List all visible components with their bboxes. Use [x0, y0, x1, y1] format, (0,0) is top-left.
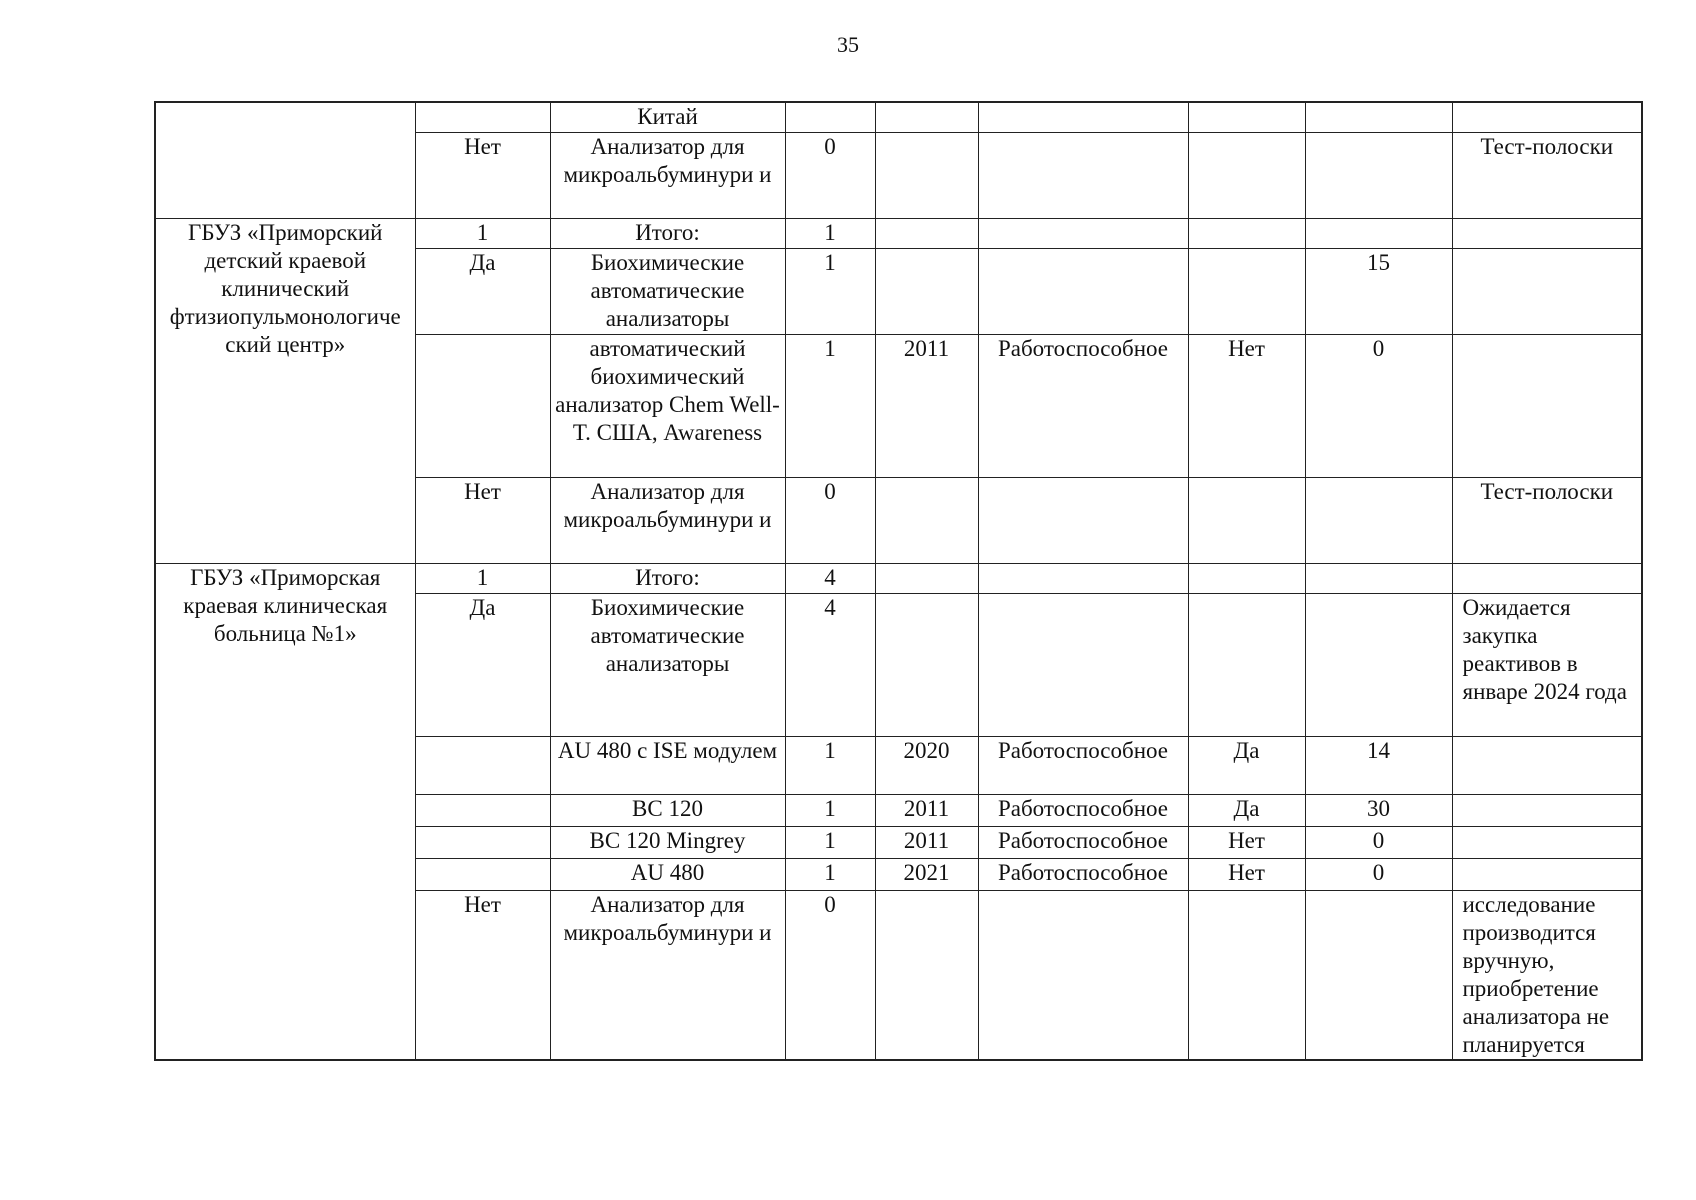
availability-cell	[415, 334, 550, 477]
quantity-cell: 0	[785, 890, 875, 1060]
table-row	[155, 218, 1642, 248]
availability-cell: Нет	[415, 477, 550, 563]
quantity-cell: 4	[785, 593, 875, 736]
usage-cell	[1188, 102, 1305, 132]
note-cell: Тест-полоски	[1452, 132, 1642, 218]
note-cell	[1452, 858, 1642, 890]
quantity-cell: 1	[785, 334, 875, 477]
count-cell: 0	[1305, 858, 1452, 890]
availability-cell	[415, 102, 550, 132]
count-cell: 0	[1305, 826, 1452, 858]
year-cell: 2011	[875, 826, 978, 858]
note-cell	[1452, 563, 1642, 593]
org-name-cell: ГБУЗ «Приморская краевая клиническая больница №1»	[155, 563, 415, 1060]
quantity-cell: 1	[785, 218, 875, 248]
usage-cell	[1188, 593, 1305, 736]
condition-cell	[978, 593, 1188, 736]
year-cell	[875, 563, 978, 593]
page-number: 35	[837, 32, 859, 57]
quantity-cell: 1	[785, 736, 875, 794]
equipment-name-cell: AU 480 с ISE модулем	[550, 736, 785, 794]
usage-cell: Нет	[1188, 858, 1305, 890]
count-cell	[1305, 102, 1452, 132]
equipment-name-cell: Биохимические автоматические анализаторы	[550, 248, 785, 334]
count-cell: 30	[1305, 794, 1452, 826]
count-cell: 14	[1305, 736, 1452, 794]
count-cell: 0	[1305, 334, 1452, 477]
usage-cell	[1188, 477, 1305, 563]
condition-cell: Работоспособное	[978, 736, 1188, 794]
quantity-cell: 1	[785, 826, 875, 858]
quantity-cell: 1	[785, 248, 875, 334]
usage-cell: Да	[1188, 794, 1305, 826]
availability-cell: 1	[415, 218, 550, 248]
quantity-cell: 1	[785, 858, 875, 890]
count-cell	[1305, 218, 1452, 248]
year-cell	[875, 477, 978, 563]
equipment-name-cell: Китай	[550, 102, 785, 132]
note-cell	[1452, 826, 1642, 858]
count-cell	[1305, 563, 1452, 593]
availability-cell	[415, 736, 550, 794]
note-cell: Ожидается закупка реактивов в январе 2024 года	[1452, 593, 1642, 736]
quantity-cell: 1	[785, 794, 875, 826]
year-cell	[875, 218, 978, 248]
year-cell	[875, 132, 978, 218]
condition-cell: Работоспособное	[978, 826, 1188, 858]
usage-cell	[1188, 132, 1305, 218]
equipment-name-cell: ВС 120	[550, 794, 785, 826]
table-row	[155, 102, 1642, 132]
availability-cell	[415, 826, 550, 858]
usage-cell: Нет	[1188, 826, 1305, 858]
quantity-cell: 0	[785, 132, 875, 218]
availability-cell: Да	[415, 248, 550, 334]
usage-cell: Да	[1188, 736, 1305, 794]
year-cell	[875, 248, 978, 334]
condition-cell: Работоспособное	[978, 794, 1188, 826]
equipment-name-cell: Итого:	[550, 218, 785, 248]
availability-cell: 1	[415, 563, 550, 593]
availability-cell	[415, 858, 550, 890]
note-cell	[1452, 248, 1642, 334]
availability-cell: Нет	[415, 132, 550, 218]
equipment-name-cell: Анализатор для микроальбуминури и	[550, 477, 785, 563]
note-cell: Тест-полоски	[1452, 477, 1642, 563]
condition-cell	[978, 563, 1188, 593]
year-cell: 2021	[875, 858, 978, 890]
condition-cell	[978, 218, 1188, 248]
note-cell	[1452, 334, 1642, 477]
condition-cell	[978, 248, 1188, 334]
equipment-table	[154, 101, 1643, 1061]
condition-cell	[978, 890, 1188, 1060]
count-cell: 15	[1305, 248, 1452, 334]
equipment-name-cell: AU 480	[550, 858, 785, 890]
count-cell	[1305, 890, 1452, 1060]
year-cell	[875, 890, 978, 1060]
year-cell	[875, 102, 978, 132]
equipment-name-cell: Анализатор для микроальбуминури и	[550, 890, 785, 1060]
quantity-cell: 4	[785, 563, 875, 593]
count-cell	[1305, 477, 1452, 563]
condition-cell	[978, 477, 1188, 563]
condition-cell: Работоспособное	[978, 334, 1188, 477]
count-cell	[1305, 593, 1452, 736]
org-name-cell	[155, 102, 415, 218]
equipment-name-cell: автоматический биохимический анализатор Chem Well-T. США, Awareness	[550, 334, 785, 477]
note-cell: исследование производится вручную, приобретение анализатора не планируется	[1452, 890, 1642, 1060]
availability-cell: Нет	[415, 890, 550, 1060]
equipment-name-cell: ВС 120 Mingrey	[550, 826, 785, 858]
org-name-cell: ГБУЗ «Приморский детский краевой клинический фтизиопульмонологиче ский центр»	[155, 218, 415, 563]
table-row	[155, 563, 1642, 593]
equipment-name-cell: Биохимические автоматические анализаторы	[550, 593, 785, 736]
quantity-cell	[785, 102, 875, 132]
note-cell	[1452, 794, 1642, 826]
condition-cell: Работоспособное	[978, 858, 1188, 890]
condition-cell	[978, 132, 1188, 218]
year-cell: 2020	[875, 736, 978, 794]
year-cell	[875, 593, 978, 736]
equipment-name-cell: Анализатор для микроальбуминури и	[550, 132, 785, 218]
usage-cell: Нет	[1188, 334, 1305, 477]
usage-cell	[1188, 563, 1305, 593]
count-cell	[1305, 132, 1452, 218]
year-cell: 2011	[875, 334, 978, 477]
equipment-name-cell: Итого:	[550, 563, 785, 593]
note-cell	[1452, 218, 1642, 248]
usage-cell	[1188, 248, 1305, 334]
availability-cell	[415, 794, 550, 826]
year-cell: 2011	[875, 794, 978, 826]
condition-cell	[978, 102, 1188, 132]
availability-cell: Да	[415, 593, 550, 736]
usage-cell	[1188, 890, 1305, 1060]
quantity-cell: 0	[785, 477, 875, 563]
note-cell	[1452, 736, 1642, 794]
note-cell	[1452, 102, 1642, 132]
usage-cell	[1188, 218, 1305, 248]
